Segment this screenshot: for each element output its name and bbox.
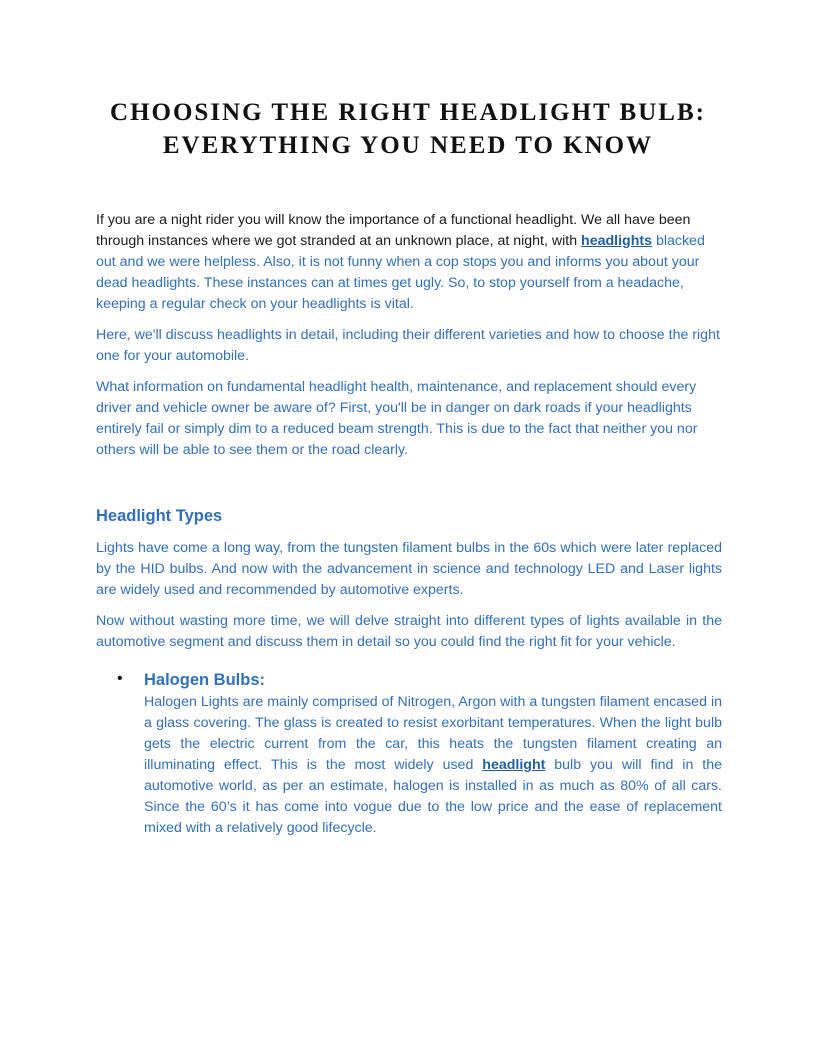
title-line-2: EVERYTHING YOU NEED TO KNOW (162, 132, 654, 159)
list-item-halogen (117, 669, 722, 839)
section-paragraph-history: Lights have come a long way, from the tungsten filament bulbs in the 60s which were later replaced by the HID bulbs. And now with the advancement in science and technology LED and Laser lights are widely used and recommended by automotive experts. (96, 540, 722, 598)
halogen-text-end: bulb you will find in the automotive world, as per an estimate, halogen is installed in as much as 80% of all cars. Since the 60’s it has come into vogue due to the low price and the ease of replacement mixed with a relatively good lifecycle. (144, 757, 722, 836)
headlight-link[interactable]: headlight (482, 757, 546, 773)
intro-text-start: If you are a night rider you will know the importance of a functional headlight. We all have been through instances where we got stranded at an unknown place, at night, with (96, 212, 691, 249)
intro-text-end: blacked out and we were helpless. Also, it is not funny when a cop stops you and informs you about your dead headlights. These instances can at times get ugly. So, to stop yourself from a headache, keeping a regular check on your headlights is vital. (96, 233, 705, 312)
document-body (96, 210, 722, 849)
title-line-1: CHOOSING THE RIGHT HEADLIGHT BULB: (110, 99, 706, 126)
halogen-heading: Halogen Bulbs: (144, 671, 266, 689)
section-heading-headlight-types: Headlight Types (96, 507, 223, 525)
page-title (96, 96, 720, 162)
halogen-text-start: Halogen Lights are mainly comprised of Nitrogen, Argon with a tungsten filament encased in a glass covering. The glass is created to resist exorbitant temperatures. When the light bulb gets the electric current from the car, this heats the tungsten filament creating an illuminating effect. This is the most widely used (144, 694, 722, 773)
section-paragraph-intro-types: Now without wasting more time, we will delve straight into different types of lights available in the automotive segment and discuss them in detail so you could find the right fit for your vehicle. (96, 613, 722, 650)
halogen-paragraph (144, 692, 722, 839)
intro-paragraph (96, 210, 722, 315)
paragraph-health: What information on fundamental headlight health, maintenance, and replacement should every driver and vehicle owner be aware of? First, you'll be in danger on dark roads if your headlights entirely fail or simply dim to a reduced beam strength. This is due to the fact that neither you nor others will be able to see them or the road clearly. (96, 379, 698, 458)
paragraph-varieties: Here, we'll discuss headlights in detail, including their different varieties and how to choose the right one for your automobile. (96, 327, 720, 364)
headlights-link[interactable]: headlights (581, 233, 652, 249)
bullet-marker: • (117, 670, 123, 687)
